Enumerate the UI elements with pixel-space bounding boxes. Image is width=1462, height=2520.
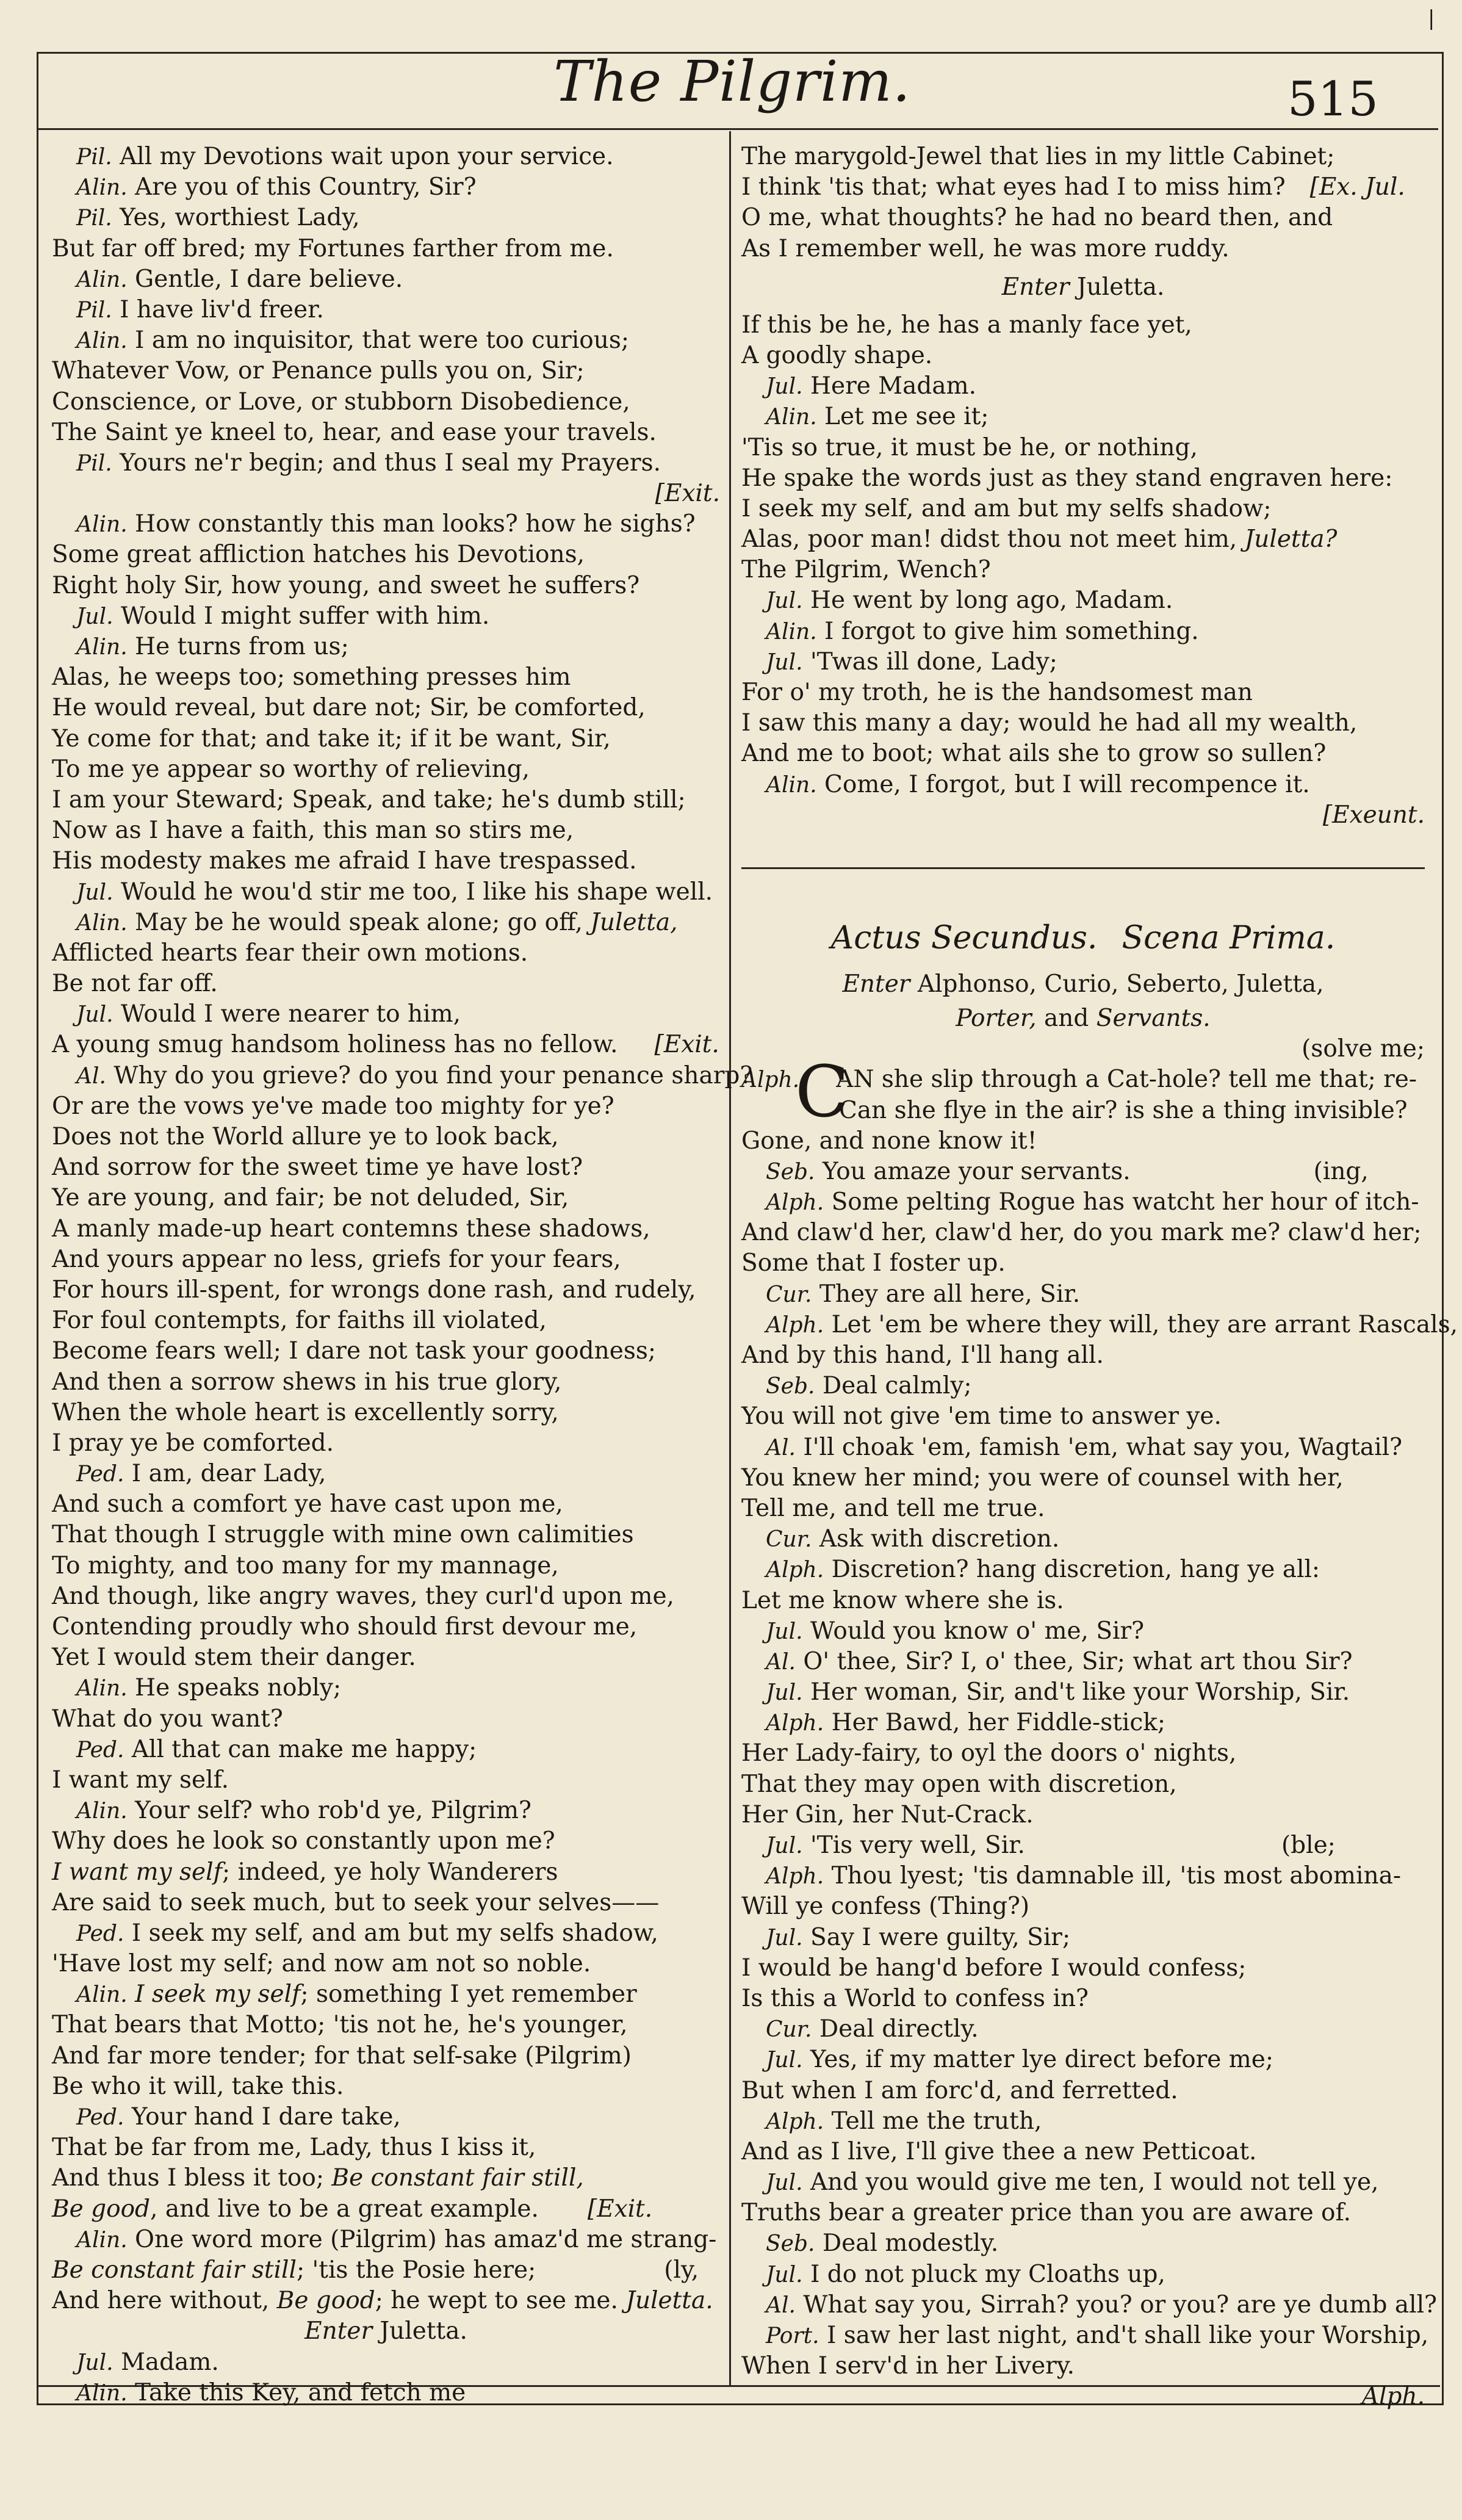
text-line: 'Tis so true, it must be he, or nothing,	[741, 433, 1198, 461]
text-line: Al. Why do you grieve? do you find your penance sharp?	[76, 1061, 753, 1089]
text-line: I seek my self, and am but my selfs shadow;	[741, 494, 1272, 522]
text-line: When I serv'd in her Livery.	[741, 2352, 1075, 2380]
text-line: Be good, and live to be a great example. [Exit.	[52, 2195, 653, 2223]
text-line: Alas, poor man! didst thou not meet him, Juletta?	[741, 525, 1338, 554]
text-line: The Pilgrim, Wench?	[741, 556, 991, 584]
text-line: Will ye confess (Thing?)	[741, 1893, 1030, 1921]
text-line: (solve me;	[1302, 1035, 1425, 1063]
text-line: For foul contempts, for faiths ill violated,	[52, 1307, 547, 1335]
text-line: Her Lady-fairy, to oyl the doors o' nights,	[741, 1739, 1237, 1767]
text-line: Jul. Would I might suffer with him.	[76, 602, 490, 630]
text-line: That they may open with discretion,	[741, 1770, 1177, 1798]
text-line: I want my self.	[52, 1766, 229, 1794]
text-line: That bears that Motto; 'tis not he, he's younger,	[52, 2011, 628, 2039]
text-line: He spake the words just as they stand engraven here:	[741, 464, 1393, 492]
text-line: But when I am forc'd, and ferretted.	[741, 2076, 1178, 2104]
text-line: And then a sorrow shews in his true glory,	[52, 1368, 562, 1396]
text-line: Jul. Would he wou'd stir me too, I like his shape well.	[76, 878, 713, 906]
text-line: Alas, he weeps too; something presses him	[52, 663, 571, 691]
text-line: You knew her mind; you were of counsel with her,	[741, 1464, 1344, 1492]
text-line: Jul. He went by long ago, Madam.	[766, 587, 1173, 615]
text-line: The marygold-Jewel that lies in my little Cabinet;	[741, 143, 1335, 170]
text-line: But far off bred; my Fortunes farther from me.	[52, 234, 614, 262]
text-line: His modesty makes me afraid I have trespassed.	[52, 847, 637, 875]
text-line: Seb. Deal modestly.	[766, 2229, 999, 2258]
text-line: I am your Steward; Speak, and take; he's dumb still;	[52, 785, 686, 814]
text-line: 'Have lost my self; and now am not so noble.	[52, 1950, 591, 1978]
text-line: Be who it will, take this.	[52, 2072, 344, 2100]
text-line: And by this hand, I'll hang all.	[741, 1341, 1104, 1369]
text-line: Al. I'll choak 'em, famish 'em, what say you, Wagtail?	[766, 1433, 1403, 1461]
text-line: You will not give 'em time to answer ye.	[741, 1403, 1222, 1431]
stage-direction: Enter Juletta.	[1001, 273, 1165, 301]
stage-direction: Porter, and Servants.	[956, 1004, 1211, 1032]
text-line: Conscience, or Love, or stubborn Disobedience,	[52, 388, 630, 416]
text-line: Jul. Madam.	[76, 2348, 219, 2376]
text-line: Jul. 'Tis very well, Sir. (ble;	[766, 1832, 1336, 1859]
text-line: Some that I foster up.	[741, 1249, 1006, 1277]
text-line: As I remember well, he was more ruddy.	[741, 234, 1230, 262]
text-line: Al. O' thee, Sir? I, o' thee, Sir; what art thou Sir?	[766, 1647, 1353, 1675]
text-line: Right holy Sir, how young, and sweet he suffers?	[52, 571, 640, 599]
text-line: Become fears well; I dare not task your goodness;	[52, 1337, 656, 1365]
text-line: Tell me, and tell me true.	[741, 1494, 1045, 1522]
text-line: A goodly shape.	[741, 341, 933, 369]
act-heading: Actus Secundus. Scena Prima.	[830, 919, 1336, 956]
text-line: Ped. Your hand I dare take,	[76, 2103, 401, 2131]
text-line: Truths bear a greater price than you are aware of.	[741, 2199, 1351, 2227]
right-column	[741, 142, 1458, 2413]
running-title: The Pilgrim.	[553, 49, 911, 114]
text-line: Cur. Ask with discretion.	[766, 1525, 1060, 1553]
text-line: Jul. Say I were guilty, Sir;	[766, 1923, 1071, 1951]
text-line: He would reveal, but dare not; Sir, be comforted,	[52, 694, 646, 722]
text-line: When the whole heart is excellently sorry,	[52, 1398, 559, 1426]
text-line: Alph. Thou lyest; 'tis damnable ill, 'tis most abomina-	[766, 1862, 1402, 1890]
text-line: That though I struggle with mine own calimities	[52, 1521, 634, 1549]
text-line: To mighty, and too many for my mannage,	[52, 1551, 559, 1580]
text-line: That be far from me, Lady, thus I kiss it,	[52, 2134, 536, 2162]
text-line: Pil. Yes, worthiest Lady,	[76, 204, 360, 232]
text-line: Alph. Discretion? hang discretion, hang ye all:	[766, 1556, 1320, 1584]
text-line: Alph. Her Bawd, her Fiddle-stick;	[766, 1709, 1165, 1737]
text-line: A manly made-up heart contemns these shadows,	[52, 1215, 650, 1243]
text-line: Al. What say you, Sirrah? you? or you? are ye dumb all?	[766, 2291, 1437, 2319]
text-line: Ped. All that can make me happy;	[76, 1735, 477, 1763]
text-line: And such a comfort ye have cast upon me,	[52, 1490, 563, 1518]
text-line: I want my self; indeed, ye holy Wanderers	[52, 1858, 558, 1886]
text-line: Whatever Vow, or Penance pulls you on, Sir;	[52, 357, 585, 385]
text-line: Jul. I do not pluck my Cloaths up,	[766, 2260, 1165, 2288]
text-line: Why does he look so constantly upon me?	[52, 1827, 555, 1855]
text-line: And as I live, I'll give thee a new Petticoat.	[741, 2137, 1257, 2165]
act-divider	[741, 867, 1425, 870]
stage-direction: [Exeunt.	[1322, 801, 1425, 829]
text-line: Or are the vows ye've made too mighty for ye?	[52, 1092, 614, 1120]
catchword: Alph.	[1361, 2383, 1425, 2411]
text-line: Does not the World allure ye to look back,	[52, 1123, 559, 1150]
text-line: Alin. How constantly this man looks? how he sighs?	[76, 510, 696, 538]
text-line: I saw this many a day; would he had all my wealth,	[741, 709, 1358, 737]
text-line: Cur. They are all here, Sir.	[766, 1280, 1081, 1308]
text-line: Jul. Would you know o' me, Sir?	[766, 1617, 1145, 1645]
header-rule	[38, 128, 1438, 130]
text-line: Let me know where she is.	[741, 1586, 1064, 1614]
text-line: Pil. I have liv'd freer.	[76, 295, 324, 323]
text-line: Jul. Her woman, Sir, and't like your Worship, Sir.	[766, 1678, 1350, 1706]
text-line: Alin. Are you of this Country, Sir?	[76, 173, 477, 201]
text-line: Ye are young, and fair; be not deluded, Sir,	[52, 1184, 569, 1212]
corner-mark: |	[1428, 6, 1435, 31]
text-line: A young smug handsom holiness has no fellow. [Exit.	[52, 1031, 719, 1059]
text-line: Alin. I am no inquisitor, that were too curious;	[76, 327, 629, 355]
text-line: Jul. Here Madam.	[766, 372, 976, 400]
text-line: And claw'd her, claw'd her, do you mark me? claw'd her;	[741, 1219, 1422, 1247]
text-line: O me, what thoughts? he had no beard then, and	[741, 204, 1333, 232]
text-line: And me to boot; what ails she to grow so sullen?	[741, 740, 1327, 768]
text-line: Contending proudly who should first devour me,	[52, 1613, 638, 1641]
text-line: Alin. Let me see it;	[766, 403, 989, 431]
text-line: Alin. I seek my self; something I yet remember	[76, 1980, 637, 2009]
text-line: Can she flye in the air? is she a thing invisible?	[839, 1096, 1408, 1124]
text-line: Pil. All my Devotions wait upon your service.	[76, 143, 614, 170]
stage-direction: [Exit.	[655, 480, 720, 508]
text-line: And though, like angry waves, they curl'd upon me,	[52, 1582, 674, 1610]
text-line: Now as I have a faith, this man so stirs me,	[52, 817, 574, 845]
text-line: Yet I would stem their danger.	[52, 1644, 416, 1672]
column-divider	[729, 131, 731, 2386]
text-line: I think 'tis that; what eyes had I to miss him? [Ex. Jul.	[741, 173, 1405, 201]
text-line: Be not far off.	[52, 970, 218, 998]
text-line: Jul. 'Twas ill done, Lady;	[766, 648, 1057, 676]
text-line: Alin. May be he would speak alone; go off, Juletta,	[76, 908, 678, 936]
text-line: And sorrow for the sweet time ye have lost?	[52, 1153, 583, 1182]
text-line: Ye come for that; and take it; if it be want, Sir,	[52, 724, 611, 753]
text-line: If this be he, he has a manly face yet,	[741, 311, 1192, 339]
text-line: For hours ill-spent, for wrongs done rash, and rudely,	[52, 1276, 696, 1304]
text-line: Alin. Come, I forgot, but I will recompence it.	[766, 770, 1310, 798]
text-line: Cur. Deal directly.	[766, 2015, 979, 2043]
text-line: And thus I bless it too; Be constant fair still,	[52, 2164, 584, 2192]
drop-cap: C	[795, 1051, 849, 1134]
text-line: Alin. He speaks nobly;	[76, 1674, 342, 1702]
text-line: Alph. Tell me the truth,	[766, 2107, 1042, 2135]
text-line: Be constant fair still; 'tis the Posie here; (ly,	[52, 2256, 699, 2284]
text-line: Gone, and none know it!	[741, 1127, 1037, 1155]
text-line: Alin. Your self? who rob'd ye, Pilgrim?	[76, 1797, 531, 1825]
text-line: What do you want?	[52, 1705, 283, 1733]
text-line: Alin. Take this Key, and fetch me	[76, 2378, 466, 2406]
text-line: And far more tender; for that self-sake (Pilgrim)	[52, 2042, 632, 2070]
text-line: Jul. Would I were nearer to him,	[76, 1000, 461, 1028]
text-line: Alph. Some pelting Rogue has watcht her hour of itch-	[766, 1188, 1419, 1216]
text-line: Seb. You amaze your servants. (ing,	[766, 1157, 1369, 1185]
text-line: Some great affliction hatches his Devotions,	[52, 541, 585, 569]
left-column	[52, 142, 753, 2408]
text-line: Alph. C AN she slip through a Cat-hole? tell me that; re-	[741, 1051, 1417, 1134]
text-line: Are said to seek much, but to seek your selves——	[52, 1888, 660, 1916]
text-line: Ped. I seek my self, and am but my selfs shadow,	[76, 1919, 658, 1947]
text-line: Alin. Gentle, I dare believe.	[76, 265, 403, 293]
text-line: The Saint ye kneel to, hear, and ease your travels.	[52, 418, 657, 446]
text-line: Her Gin, her Nut-Crack.	[741, 1800, 1034, 1829]
text-line: Alin. One word more (Pilgrim) has amaz'd me strang-	[76, 2225, 717, 2253]
text-line: I would be hang'd before I would confess;	[741, 1954, 1247, 1982]
text-line: Alin. I forgot to give him something.	[766, 617, 1199, 645]
text-line: Pil. Yours ne'r begin; and thus I seal my Prayers.	[76, 449, 661, 477]
text-line: Port. I saw her last night, and't shall like your Worship,	[766, 2322, 1429, 2349]
text-line: For o' my troth, he is the handsomest man	[741, 679, 1253, 706]
stage-direction: Enter Alphonso, Curio, Seberto, Juletta,	[842, 970, 1324, 998]
text-line: Jul. Yes, if my matter lye direct before me;	[766, 2046, 1273, 2074]
text-line: And here without, Be good; he wept to see me. Juletta.	[52, 2287, 713, 2315]
text-line: Seb. Deal calmly;	[766, 1372, 972, 1400]
text-line: And yours appear no less, griefs for your fears,	[52, 1245, 621, 1273]
text-line: Afflicted hearts fear their own motions.	[52, 939, 528, 967]
text-line: Jul. And you would give me ten, I would not tell ye,	[766, 2168, 1379, 2197]
text-line: Ped. I am, dear Lady,	[76, 1460, 326, 1488]
text-line: Is this a World to confess in?	[741, 1984, 1089, 2012]
stage-direction: Enter Juletta.	[304, 2317, 467, 2345]
text-line: Alph. Let 'em be where they will, they are arrant Rascals,	[766, 1310, 1458, 1338]
text-line: I pray ye be comforted.	[52, 1429, 334, 1457]
page-number: 515	[1287, 72, 1378, 127]
text-line: Alin. He turns from us;	[76, 633, 349, 660]
text-line: To me ye appear so worthy of relieving,	[52, 755, 530, 783]
